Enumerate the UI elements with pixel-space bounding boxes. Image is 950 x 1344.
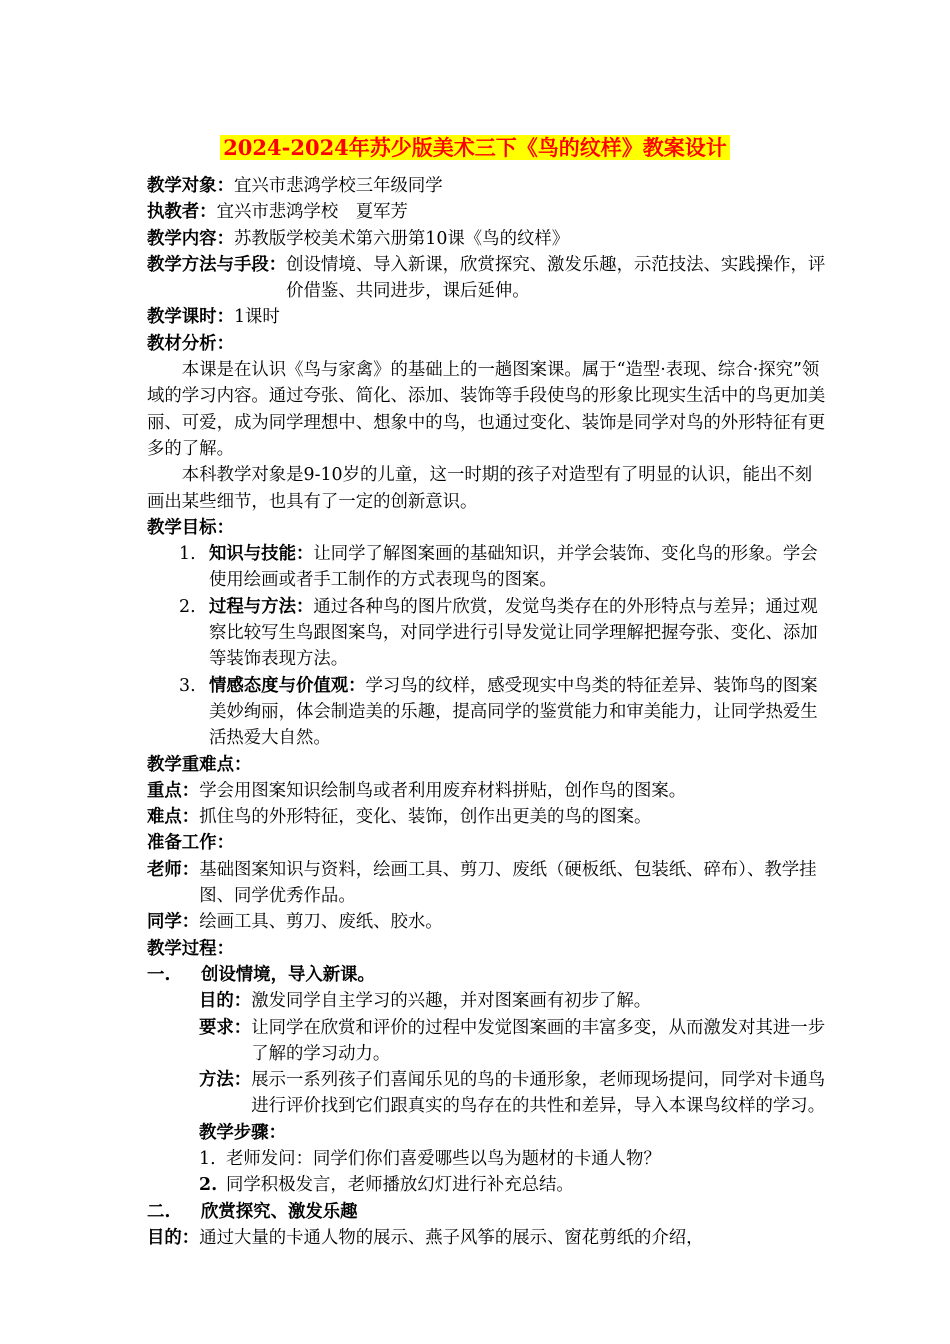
prep-teacher: 老师： 基础图案知识与资料，绘画工具、剪刀、废纸（硬板纸、包装纸、碎布）、教学挂图、同学优秀作品。	[147, 859, 817, 907]
section-1-heading: 一. 创设情境，导入新课。	[147, 964, 375, 985]
document-body	[147, 173, 827, 1251]
steps-heading: 教学步骤：	[199, 1122, 286, 1143]
prep-heading: 准备工作：	[147, 833, 234, 854]
goal-item: 2. 过程与方法：通过各种鸟的图片欣赏，发觉鸟类存在的外形特点与差异；通过观察比较写生鸟跟图案鸟，对同学进行引导发觉让同学理解把握夸张、变化、添加等装饰表现方法。	[179, 596, 818, 670]
prep-student: 同学： 绘画工具、剪刀、废纸、胶水。	[147, 912, 443, 933]
section-1-purpose: 目的： 激发同学自主学习的兴趣，并对图案画有初步了解。	[199, 991, 652, 1012]
keypoint-difficulty: 难点： 抓住鸟的外形特征，变化、装饰，创作出更美的鸟的图案。	[147, 807, 652, 828]
info-methods: 教学方法与手段： 创设情境、导入新课，欣赏探究、激发乐趣，示范技法、实践操作，评价借鉴、共同进步，课后延伸。	[147, 254, 826, 302]
analysis-heading: 教材分析：	[147, 333, 234, 354]
goals-heading: 教学目标：	[147, 517, 234, 538]
step-item: 2. 同学积极发言，老师播放幻灯进行补充总结。	[199, 1175, 574, 1196]
info-content: 教学内容：苏教版学校美术第六册第10课《鸟的纹样》	[147, 228, 570, 249]
keypoint-focus: 重点： 学会用图案知识绘制鸟或者利用废弃材料拼贴，创作鸟的图案。	[147, 780, 687, 801]
info-teacher: 执教者：宜兴市悲鸿学校 夏军芳	[147, 202, 408, 223]
goal-item: 3. 情感态度与价值观：学习鸟的纹样，感受现实中鸟类的特征差异、装饰鸟的图案美妙绚丽，体会制造美的乐趣，提高同学的鉴赏能力和审美能力，让同学热爱生活热爱大自然。	[179, 675, 818, 749]
goals-list	[147, 541, 827, 751]
document-title-wrap	[0, 133, 950, 163]
document-title: 2024-2024年苏少版美术三下《鸟的纹样》教案设计	[220, 135, 730, 160]
info-hours: 教学课时：1课时	[147, 307, 280, 328]
analysis-paragraph: 本课是在认识《鸟与家禽》的基础上的一趟图案课。属于“造型·表现、综合·探究”领域的学习内容。通过夸张、简化、添加、装饰等手段使鸟的形象比现实生活中的鸟更加美丽、可爱，成为同学理想中、想象中的鸟，也通过变化、装饰是同学对鸟的外形特征有更多的了解。	[147, 360, 826, 459]
goal-item: 1. 知识与技能：让同学了解图案画的基础知识，并学会装饰、变化鸟的形象。学会使用绘画或者手工制作的方式表现鸟的图案。	[179, 544, 818, 591]
section-1-requirement: 要求： 让同学在欣赏和评价的过程中发觉图案画的丰富多变，从而激发对其进一步了解的学习动力。	[199, 1017, 826, 1064]
step-item: 1. 老师发问：同学们你们喜爱哪些以鸟为题材的卡通人物？	[199, 1148, 661, 1169]
process-heading: 教学过程：	[147, 938, 234, 959]
keypoints-heading: 教学重难点：	[147, 754, 252, 775]
analysis-paragraph: 本科教学对象是9-10岁的儿童，这一时期的孩子对造型有了明显的认识，能出不刻画出某些细节，也具有了一定的创新意识。	[147, 465, 813, 512]
section-1-method: 方法： 展示一系列孩子们喜闻乐见的鸟的卡通形象，老师现场提问，同学对卡通鸟进行评价找到它们跟真实的鸟存在的共性和差异，导入本课鸟纹样的学习。	[199, 1070, 826, 1117]
section-1-details	[147, 988, 827, 1146]
info-target: 教学对象：宜兴市悲鸿学校三年级同学	[147, 176, 443, 196]
section-2-purpose: 目的：通过大量的卡通人物的展示、燕子风筝的展示、窗花剪纸的介绍，	[147, 1227, 704, 1248]
steps-list	[147, 1146, 827, 1199]
section-2-heading: 二. 欣赏探究、激发乐趣	[147, 1201, 358, 1222]
